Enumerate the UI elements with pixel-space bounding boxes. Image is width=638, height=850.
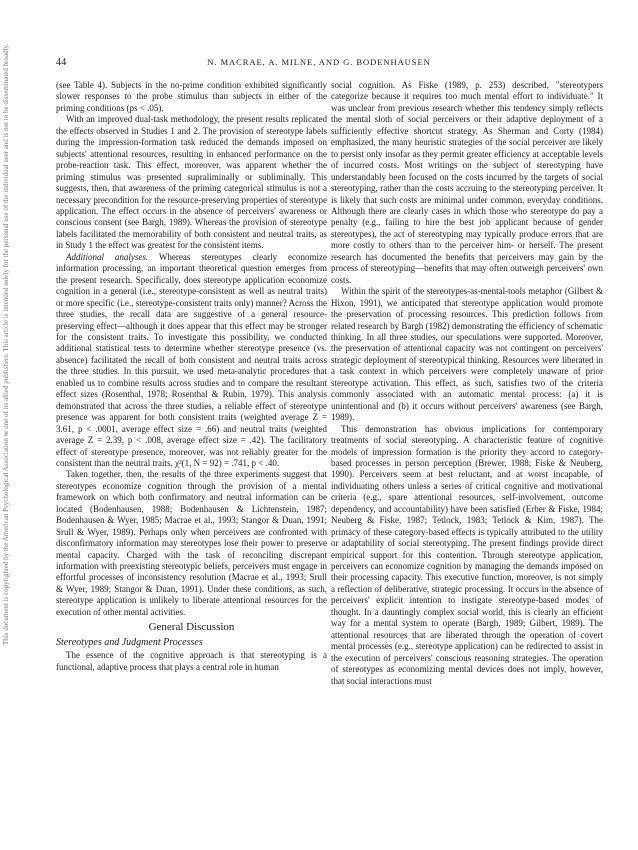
- left-paragraph-1: (see Table 4). Subjects in the no-prime condition exhibited significantly slower responses to the probe stimulus than subjects in either of the priming conditions (ps < .05).: [56, 80, 327, 113]
- left-paragraph-2: With an improved dual-task methodology, the present results replicated the effects observed in Studies 1 and 2. The provision of stereotype labels during the impression-formation task reduced the demands imposed on subjects' attentional resources, resulting in enhanced performance on the probe-reaction task. This effect, moreover, was apparent whether the priming stimulus was presented supraliminally or subliminally. This suggests, then, that awareness of the priming categorical stimulus is not a necessary precondition for the resource-preserving properties of stereotype application. The effect occurs in the absence of perceivers' awareness or conscious consent (see Bargh, 1989). Whereas the provision of stereotype labels facilitated the memorability of both consistent and neutral traits, as in Study 1 the effect was greatest for the consistent items.: [56, 114, 327, 251]
- right-paragraph-2: Within the spirit of the stereotypes-as-mental-tools metaphor (Gilbert & Hixon, 1991), we anticipated that stereotype application would promote the preservation of processing resources. This prediction follows from related research by Bargh (1982) demonstrating the efficiency of schematic thinking. In all three studies, our speculations were supported. Moreover, the preservation of attentional capacity was not contingent on perceivers' strategic deployment of stereotypical thinking. Resources were liberated in a task context in which perceivers were completely unaware of prior stereotype activation. This effect, as such, satisfies two of the criteria commonly associated with an automatic mental process: (a) it is unintentional and (b) it occurs without perceivers' awareness (see Bargh, 1989).: [331, 286, 603, 423]
- additional-analyses-body: Whereas stereotypes clearly economize information processing, an important theoretical question emerges from the present research. Specifically, does stereotype application economize cognition in a general (i.e., stereotype-consistent as well as neutral traits) or more specific (i.e., stereotype-consistent traits only) manner? Across the three studies, the recall data are suggestive of a general resource-preserving effect—although it does appear that this effect may be stronger for the consistent traits. To investigate this possibility, we conducted additional statistical tests to determine whether stereotype presence (vs. absence) facilitated the recall of both consistent and neutral traits across the three studies. In this pursuit, we used meta-analytic procedures that enabled us to combine results across studies and to compare the resultant effect sizes (Rosenthal, 1978; Rosenthal & Rubin, 1979). This analysis demonstrated that across the three studies, a reliable effect of stereotype presence was apparent for both consistent traits (weighted average Z = 3.61, p < .0001, average effect size = .66) and neutral traits (weighted average Z = 2.39, p < .008, average effect size = .42). The facilitatory effect of stereotype presence, moreover, was not reliably greater for the consistent than the neutral traits, χ²(1, N = 92) = .741, p < .40.: [56, 251, 328, 468]
- left-paragraph-4: Taken together, then, the results of the three experiments suggest that stereotypes economize cognition through the provision of a mental framework on which both confirmatory and neutral information can be located (Bodenhausen, 1988; Bodenhausen & Lichtenstein, 1987; Bodenhausen & Wyer, 1985; Macrae et al., 1993; Stangor & Duan, 1991; Srull & Wyer, 1989). Perhaps only when perceivers are confronted with disconfirmatory information may stereotypes lose their power to preserve mental capacity. Charged with the task of reconciling discrepant information with preexisting stereotypic beliefs, perceivers must engage in effortful processes of inconsistency resolution (Macrae et al., 1993; Srull & Wyer, 1989; Stangor & Duan, 1991). Under these conditions, as such, stereotype application is unlikely to liberate attentional resources for the execution of other mental activities.: [56, 469, 327, 617]
- additional-analyses-lead: Additional analyses.: [66, 251, 149, 262]
- right-paragraph-3: This demonstration has obvious implications for contemporary treatments of social stereotyping. A characteristic feature of cognitive models of impression formation is the priority they accord to category-based processes in person perception (Brewer, 1988; Fiske & Neuberg, 1990). Perceivers seem at best reluctant, and at worst incapable, of individuating others unless a series of critical cognitive and motivational criteria (e.g., spare attentional resources, self-involvement, outcome dependency, and accountability) have been satisfied (Erber & Fiske, 1984; Neuberg & Fiske, 1987; Tetlock, 1983; Tetlock & Kim, 1987). The primacy of these category-based effects is typically attributed to the utility or adaptability of social stereotyping. The present findings provide direct empirical support for this contention. Through stereotype application, perceivers can economize cognition by managing the demands imposed on their processing capacity. This executive function, moreover, is not simply a reflection of deliberative, strategic processing. It occurs in the absence of perceivers' explicit intention to instigate stereotype-based modes of thought. In a dauntingly complex social world, this is clearly an efficient way for a mental system to operate (Bargh, 1989; Gilbert, 1989). The attentional resources that are liberated through the operation of covert mental processes (e.g., stereotype application) can be redirected to assist in the execution of perceivers' conscious reasoning strategies. The operation of stereotypes as economizing mental devices does not imply, however, that social interactions must: [331, 423, 603, 686]
- left-column: [56, 80, 327, 673]
- page-number: 44: [56, 57, 67, 68]
- right-paragraph-1: social cognition. As Fiske (1989, p. 253) described, "stereotypers categorize because it requires too much mental effort to individuate." It was unclear from previous research whether this tendency simply reflects the mental sloth of social perceivers or their adaptive deployment of a sufficiently effective shortcut strategy. As Sherman and Corty (1984) emphasized, the many heuristic strategies of the social perceiver are likely to persist only insofar as they permit greater efficiency at acceptable levels of incurred costs. Most writings on the subject of stereotyping have understandably been focused on the costs incurred by the targets of social stereotyping, rather than the costs accruing to the stereotyping perceiver. It is likely that such costs are minimal under common, everyday conditions. Although there are clearly cases in which those who stereotype do pay a penalty (e.g., failing to hire the best job applicant because of gender stereotypes), the act of stereotyping may typically produce errors that are more costly to others than to the perceiver him- or herself. The present research has documented the benefits that perceivers may gain by the process of stereotyping—benefits that may often outweigh perceivers' own costs.: [331, 80, 603, 285]
- left-paragraph-3: [56, 252, 327, 470]
- right-column: [331, 80, 603, 687]
- left-paragraph-5: The essence of the cognitive approach is that stereotyping is a functional, adaptive process that plays a central role in human: [56, 650, 327, 672]
- copyright-side-notice: [0, 43, 24, 645]
- copyright-side-notice-text: This document is copyrighted by the American Psychological Association or one of its allied publishers. This article is intended solely for the personal use of the individual user and is not to be disseminated broadly.: [2, 43, 10, 645]
- running-head: N. MACRAE, A. MILNE, AND G. BODENHAUSEN: [207, 57, 431, 67]
- section-heading: General Discussion: [148, 621, 235, 634]
- subsection-heading: Stereotypes and Judgment Processes: [56, 637, 203, 649]
